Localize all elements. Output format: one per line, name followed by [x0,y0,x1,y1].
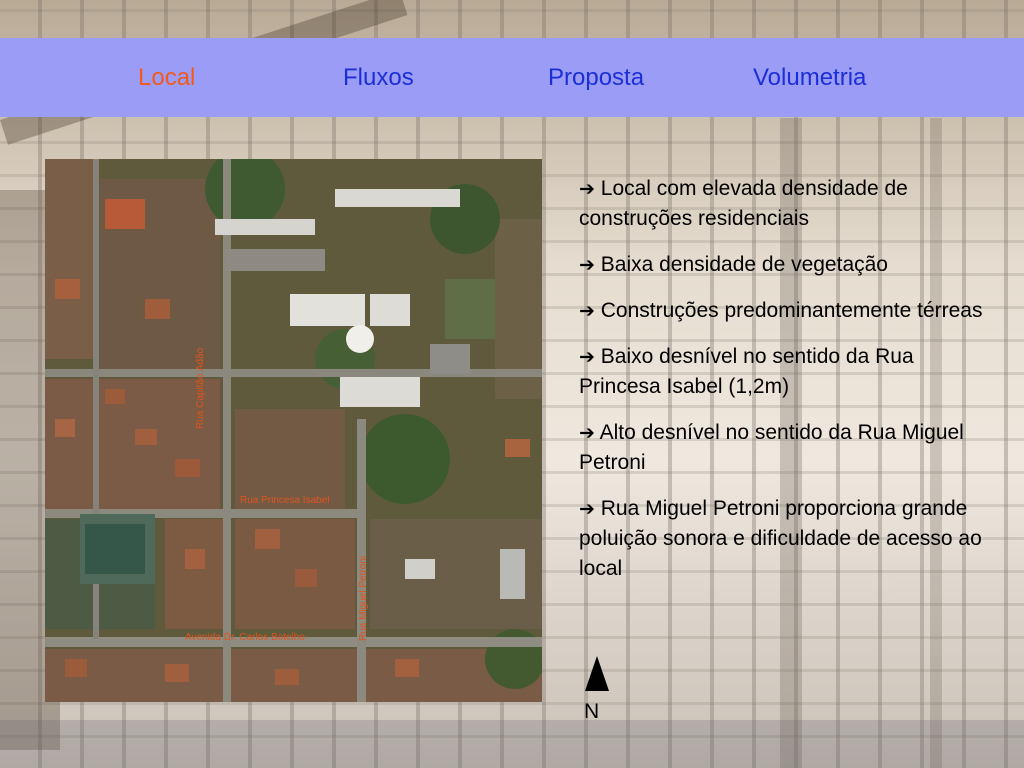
top-nav-bar [0,38,1024,117]
arrow-right-icon: ➔ [579,178,595,200]
nav-item-fluxos[interactable]: Fluxos [343,64,414,91]
north-label: N [584,700,600,723]
aerial-map [45,159,542,702]
arrow-right-icon: ➔ [579,300,595,322]
nav-item-local[interactable]: Local [138,64,196,91]
bullet-item: ➔ Construções predominantemente térreas [579,299,983,322]
bullet-item: ➔ Baixo desnível no sentido da Rua Princesa Isabel (1,2m) [579,345,914,398]
street-label-princesa-isabel: Rua Princesa Isabel [240,495,330,506]
arrow-right-icon: ➔ [579,498,595,520]
bullet-item: ➔ Local com elevada densidade de construções residenciais [579,177,908,230]
bullet-list [579,174,989,600]
arrow-right-icon: ➔ [579,254,595,276]
arrow-right-icon: ➔ [579,346,595,368]
bullet-item: ➔ Rua Miguel Petroni proporciona grande poluição sonora e dificuldade de acesso ao local [579,497,982,580]
north-arrow-icon [585,656,609,691]
background-floor [0,720,1024,768]
nav-item-proposta[interactable]: Proposta [548,64,645,91]
street-label-capitao-adao: Rua Capitão Adão [195,347,206,429]
bullet-item: ➔ Baixa densidade de vegetação [579,253,888,276]
arrow-right-icon: ➔ [579,422,595,444]
nav-item-volumetria[interactable]: Volumetria [753,64,867,91]
bullet-item: ➔ Alto desnível no sentido da Rua Miguel Petroni [579,421,964,474]
aerial-map-image [45,159,542,702]
street-label-carlos-botelho: Avenida Dr. Carlos Botelho [185,632,305,643]
street-label-miguel-petroni: Rua Miguel Petroni [358,555,369,641]
